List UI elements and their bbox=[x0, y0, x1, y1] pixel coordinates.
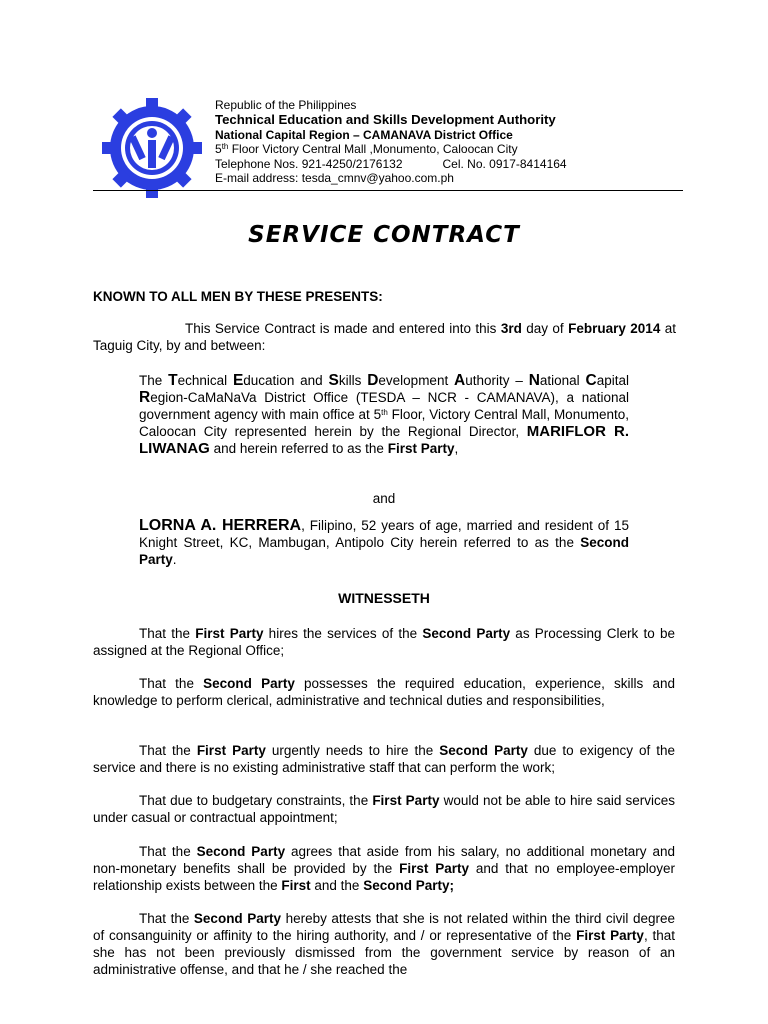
and-separator: and bbox=[372, 491, 396, 506]
letterhead bbox=[215, 98, 685, 185]
office-address: 5th Floor Victory Central Mall ,Monumento, Caloocan City bbox=[215, 142, 518, 157]
known-heading: KNOWN TO ALL MEN BY THESE PRESENTS: bbox=[93, 289, 383, 304]
email-line: E-mail address: tesda_cmnv@yahoo.com.ph bbox=[215, 170, 454, 185]
region-office: National Capital Region – CAMANAVA District Office bbox=[215, 128, 513, 143]
clause-3: That the First Party urgently needs to hire the Second Party due to exigency of the service and there is no existing administrative staff that can perform the work; bbox=[93, 743, 676, 775]
clause-2: That the Second Party possesses the required education, experience, skills and knowledge to perform clerical, administrative and technical duties and responsibilities, bbox=[93, 676, 675, 708]
clause-4: That due to budgetary constraints, the First Party would not be able to hire said services under casual or contractual appointment; bbox=[93, 793, 675, 825]
director-name: MARIFLOR R. LIWANAG bbox=[139, 422, 629, 457]
tesda-logo-icon bbox=[100, 96, 204, 200]
header-divider bbox=[93, 190, 683, 191]
intro-paragraph: This Service Contract is made and entered into this 3rd day of February 2014 at Taguig City, by and between: bbox=[93, 321, 676, 353]
first-party-paragraph: The Technical Education and Skills Development Authority – National Capital Region-CaMaNaVa District Office (TESDA – NCR - CAMANAVA), a national government agency with main office at 5th Floor, Victory Central Mall, Monumento, Caloocan City represented herein by the Regional Director, MARIFLOR R. LIWANAG and herein referred to as the First Party, bbox=[139, 372, 630, 457]
republic-line: Republic of the Philippines bbox=[215, 98, 357, 112]
telephone-line: Telephone Nos. 921-4250/2176132 Cel. No. 0917-8414164 bbox=[215, 156, 567, 171]
witnesseth-heading: WITNESSETH bbox=[338, 590, 430, 606]
clause-6: That the Second Party hereby attests that she is not related within the third civil degree of consanguinity or affinity to the hiring authority, and / or representative of the First Party, that she has not been previously dismissed from the government service by reason of an administrative offense, and that he / she reached the bbox=[93, 911, 675, 977]
clause-5: That the Second Party agrees that aside from his salary, no additional monetary and non-monetary benefits shall be provided by the First Party and that no employee-employer relationship exists between the First and the Second Party; bbox=[93, 844, 675, 893]
second-party-paragraph: LORNA A. HERRERA, Filipino, 52 years of age, married and resident of 15 Knight Street, KC, Mambugan, Antipolo City herein referred to as the Second Party. bbox=[139, 517, 630, 567]
clause-1: That the First Party hires the services of the Second Party as Processing Clerk to be assigned at the Regional Office; bbox=[93, 626, 675, 658]
second-party-name: LORNA A. HERRERA bbox=[139, 517, 302, 534]
document-title: SERVICE CONTRACT bbox=[248, 222, 520, 248]
agency-name: Technical Education and Skills Development Authority bbox=[215, 112, 556, 128]
